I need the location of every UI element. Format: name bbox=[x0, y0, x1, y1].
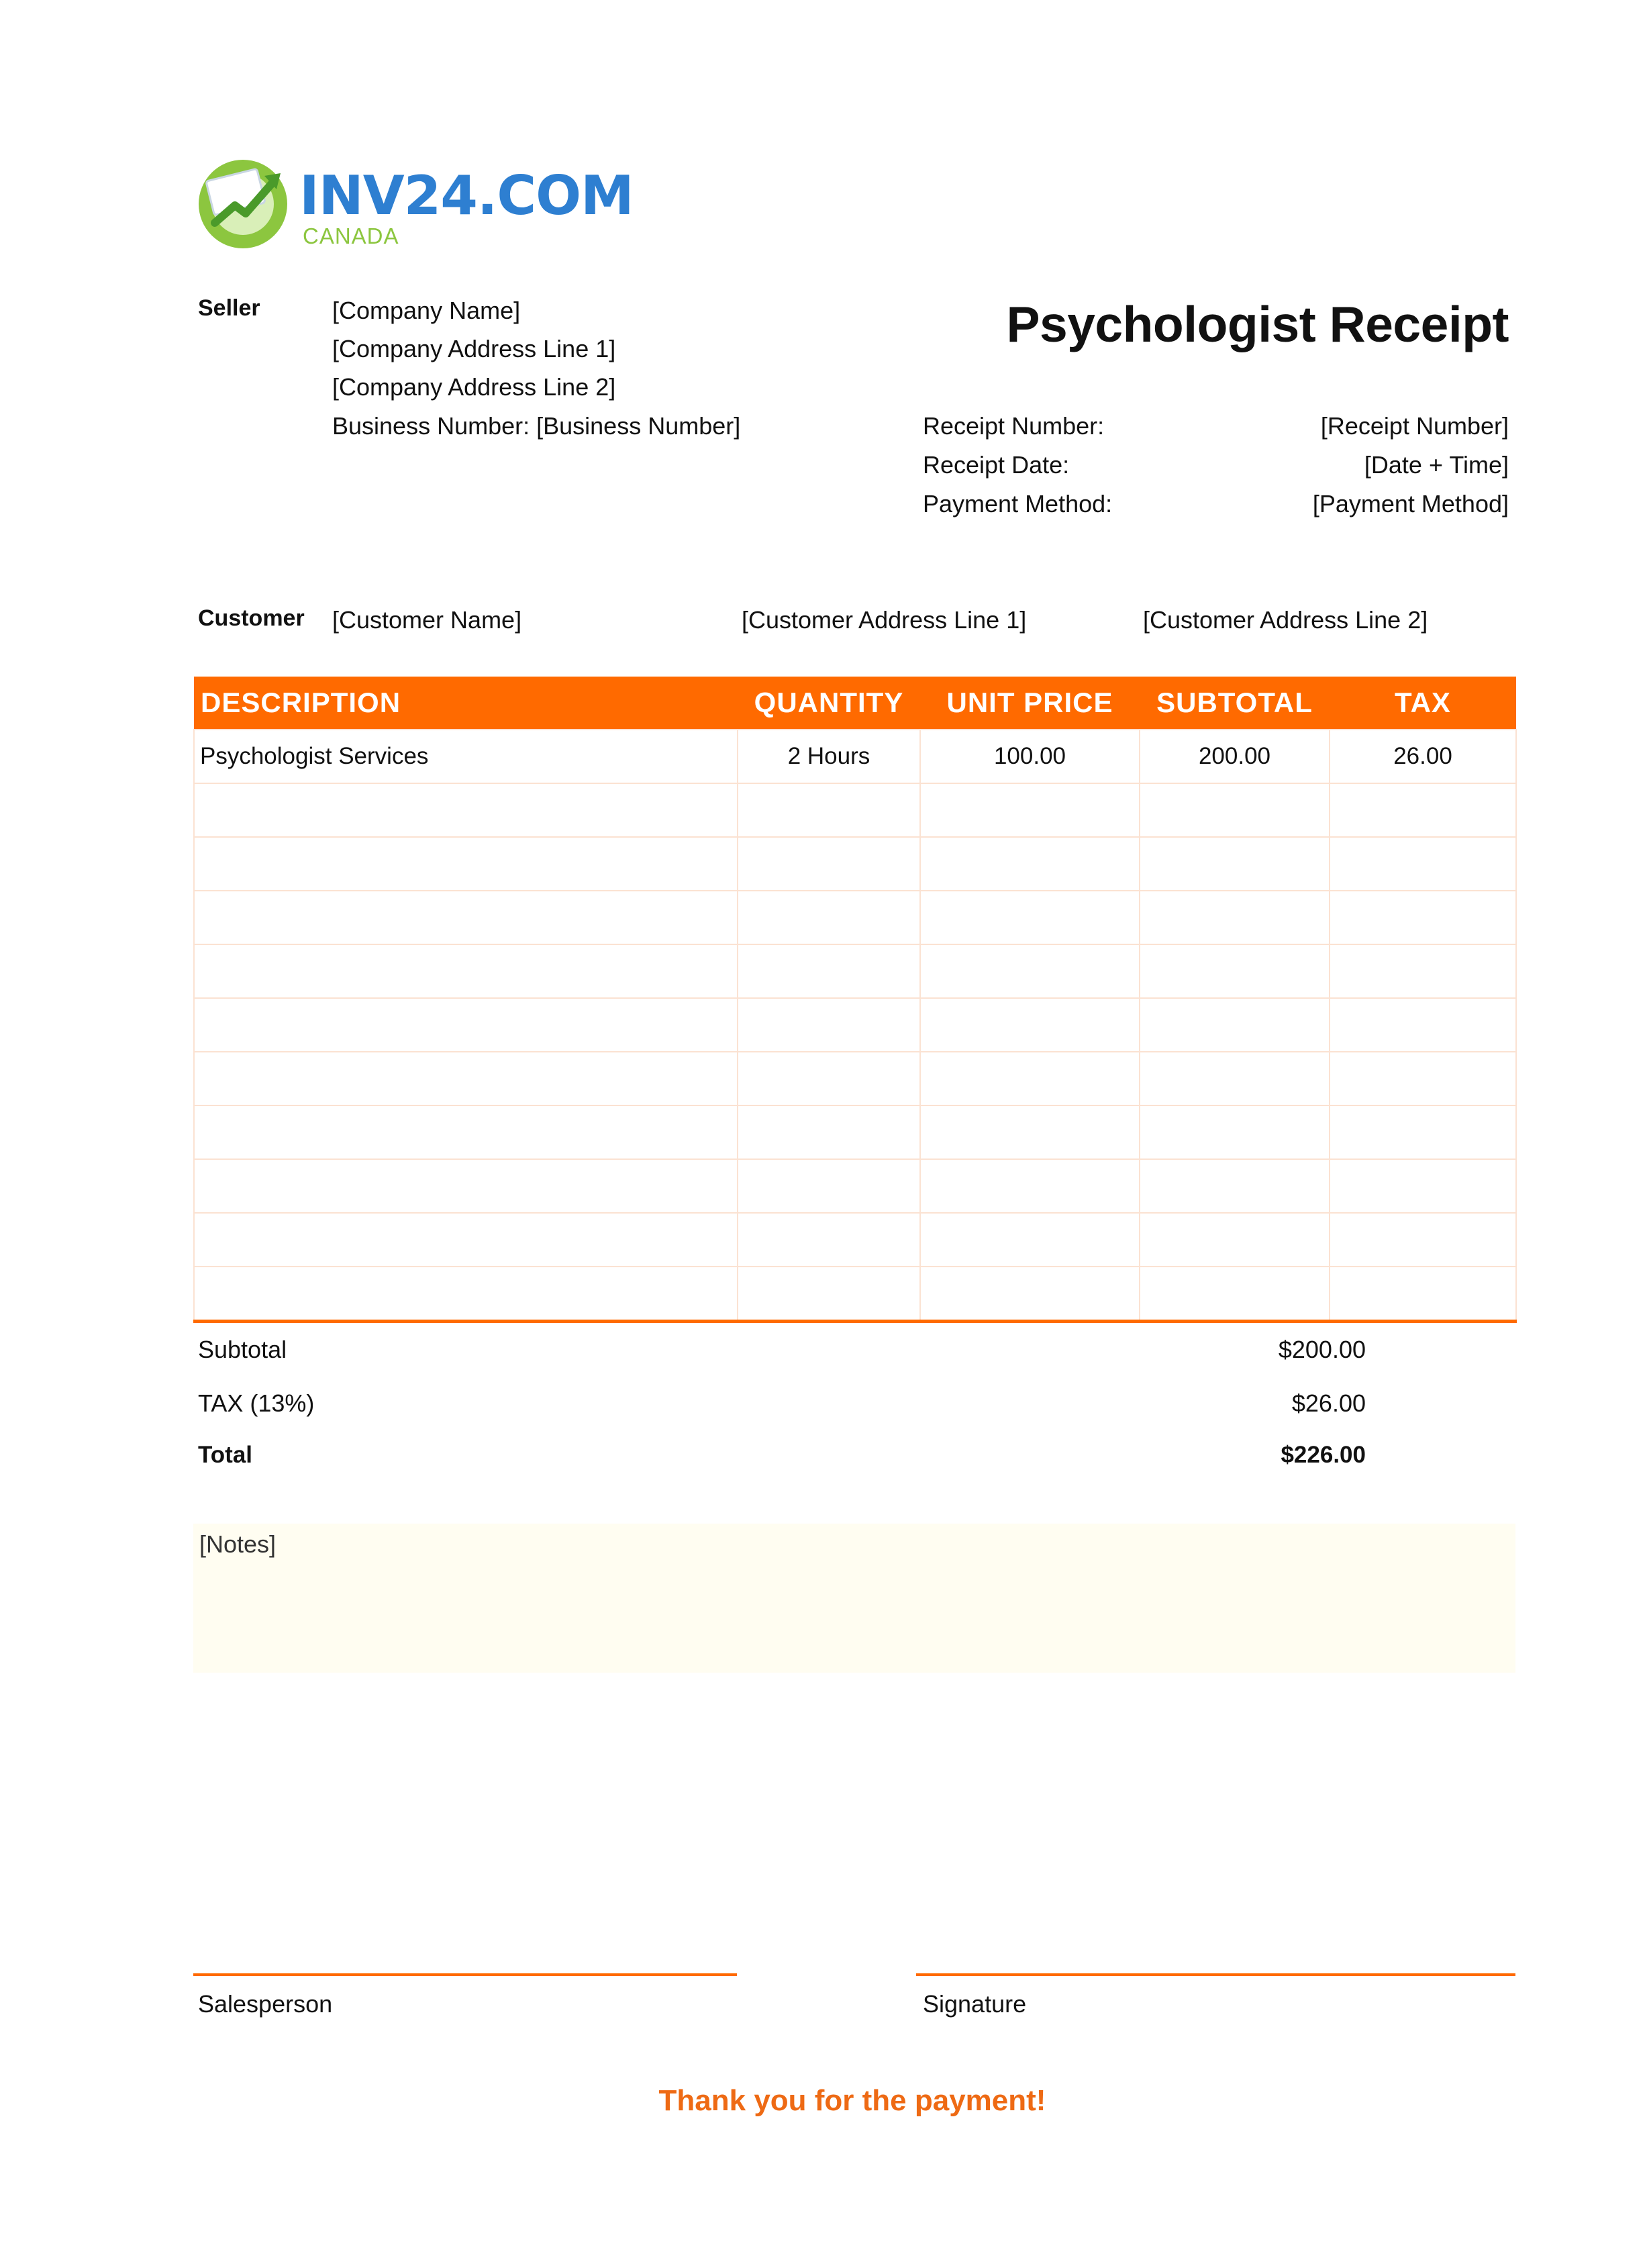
logo-wordmark: INV24.COM bbox=[299, 164, 634, 227]
cell-subtotal: 200.00 bbox=[1140, 730, 1330, 783]
cell-unit-price bbox=[920, 1267, 1140, 1322]
cell-unit-price bbox=[920, 1052, 1140, 1105]
logo-subtitle: CANADA bbox=[303, 224, 399, 248]
receipt-date-label: Receipt Date: bbox=[923, 451, 1070, 479]
cell-tax bbox=[1330, 783, 1516, 837]
cell-tax bbox=[1330, 1159, 1516, 1213]
cell-description bbox=[194, 783, 738, 837]
cell-description bbox=[194, 1159, 738, 1213]
cell-subtotal bbox=[1140, 1105, 1330, 1159]
signature-line bbox=[916, 1973, 1515, 1976]
customer-name: [Customer Name] bbox=[332, 606, 522, 634]
column-header-tax: TAX bbox=[1330, 677, 1516, 730]
cell-description bbox=[194, 891, 738, 944]
cell-unit-price bbox=[920, 1105, 1140, 1159]
table-row bbox=[194, 783, 1516, 837]
cell-subtotal bbox=[1140, 944, 1330, 998]
table-row bbox=[194, 1105, 1516, 1159]
cell-unit-price bbox=[920, 837, 1140, 891]
seller-address-line-1: [Company Address Line 1] bbox=[332, 335, 616, 362]
cell-unit-price: 100.00 bbox=[920, 730, 1140, 783]
cell-tax bbox=[1330, 1267, 1516, 1322]
thank-you-message: Thank you for the payment! bbox=[658, 2084, 1046, 2117]
cell-tax bbox=[1330, 998, 1516, 1052]
customer-address-line-2: [Customer Address Line 2] bbox=[1143, 606, 1428, 634]
customer-address-line-1: [Customer Address Line 1] bbox=[742, 606, 1027, 634]
cell-unit-price bbox=[920, 891, 1140, 944]
table-row bbox=[194, 944, 1516, 998]
cell-quantity bbox=[738, 1052, 920, 1105]
cell-description bbox=[194, 837, 738, 891]
cell-description bbox=[194, 1105, 738, 1159]
cell-tax bbox=[1330, 837, 1516, 891]
total-value: $226.00 bbox=[1281, 1442, 1366, 1468]
cell-quantity bbox=[738, 783, 920, 837]
seller-company-name: [Company Name] bbox=[332, 297, 521, 324]
receipt-date-value: [Date + Time] bbox=[1364, 451, 1509, 479]
cell-quantity bbox=[738, 1159, 920, 1213]
salesperson-line bbox=[193, 1973, 737, 1976]
column-header-subtotal: SUBTOTAL bbox=[1140, 677, 1330, 730]
table-row bbox=[194, 891, 1516, 944]
column-header-unit-price: UNIT PRICE bbox=[920, 677, 1140, 730]
cell-description bbox=[194, 1267, 738, 1322]
cell-subtotal bbox=[1140, 1159, 1330, 1213]
cell-quantity bbox=[738, 1213, 920, 1267]
cell-tax bbox=[1330, 1213, 1516, 1267]
line-items-table bbox=[193, 677, 1517, 1323]
payment-method-label: Payment Method: bbox=[923, 490, 1113, 517]
cell-unit-price bbox=[920, 1159, 1140, 1213]
receipt-number-value: [Receipt Number] bbox=[1320, 412, 1509, 440]
cell-subtotal bbox=[1140, 1052, 1330, 1105]
cell-subtotal bbox=[1140, 837, 1330, 891]
cell-quantity bbox=[738, 944, 920, 998]
table-row bbox=[194, 998, 1516, 1052]
subtotal-label: Subtotal bbox=[198, 1336, 287, 1363]
cell-description: Psychologist Services bbox=[194, 730, 738, 783]
cell-quantity bbox=[738, 1267, 920, 1322]
seller-business-number: Business Number: [Business Number] bbox=[332, 412, 741, 440]
table-row bbox=[194, 1159, 1516, 1213]
customer-label: Customer bbox=[198, 605, 305, 631]
cell-quantity bbox=[738, 891, 920, 944]
cell-subtotal bbox=[1140, 1267, 1330, 1322]
seller-label: Seller bbox=[198, 295, 260, 321]
tax-label: TAX (13%) bbox=[198, 1389, 315, 1417]
signature-label: Signature bbox=[923, 1990, 1027, 2018]
subtotal-value: $200.00 bbox=[1278, 1336, 1366, 1363]
cell-description bbox=[194, 998, 738, 1052]
cell-subtotal bbox=[1140, 783, 1330, 837]
page-title: Psychologist Receipt bbox=[1006, 296, 1509, 352]
cell-quantity bbox=[738, 837, 920, 891]
table-row bbox=[194, 1052, 1516, 1105]
total-label: Total bbox=[198, 1442, 253, 1468]
payment-method-value: [Payment Method] bbox=[1312, 490, 1509, 517]
table-body bbox=[194, 730, 1516, 1322]
cell-quantity bbox=[738, 1105, 920, 1159]
cell-tax bbox=[1330, 1105, 1516, 1159]
notes-text: [Notes] bbox=[199, 1530, 277, 1558]
cell-tax bbox=[1330, 891, 1516, 944]
cell-subtotal bbox=[1140, 1213, 1330, 1267]
cell-description bbox=[194, 1052, 738, 1105]
cell-unit-price bbox=[920, 944, 1140, 998]
salesperson-label: Salesperson bbox=[198, 1990, 333, 2018]
table-row bbox=[194, 1213, 1516, 1267]
receipt-number-label: Receipt Number: bbox=[923, 412, 1105, 440]
table-row bbox=[194, 730, 1516, 783]
cell-unit-price bbox=[920, 783, 1140, 837]
cell-quantity: 2 Hours bbox=[738, 730, 920, 783]
notes-box bbox=[193, 1524, 1515, 1673]
cell-tax: 26.00 bbox=[1330, 730, 1516, 783]
table-row bbox=[194, 837, 1516, 891]
cell-unit-price bbox=[920, 998, 1140, 1052]
cell-tax bbox=[1330, 944, 1516, 998]
table-header-row bbox=[194, 677, 1516, 730]
cell-subtotal bbox=[1140, 998, 1330, 1052]
table-row bbox=[194, 1267, 1516, 1322]
column-header-description: DESCRIPTION bbox=[194, 677, 738, 730]
seller-address-line-2: [Company Address Line 2] bbox=[332, 373, 616, 401]
cell-tax bbox=[1330, 1052, 1516, 1105]
column-header-quantity: QUANTITY bbox=[738, 677, 920, 730]
cell-unit-price bbox=[920, 1213, 1140, 1267]
cell-subtotal bbox=[1140, 891, 1330, 944]
cell-description bbox=[194, 1213, 738, 1267]
cell-description bbox=[194, 944, 738, 998]
tax-value: $26.00 bbox=[1291, 1389, 1366, 1417]
cell-quantity bbox=[738, 998, 920, 1052]
